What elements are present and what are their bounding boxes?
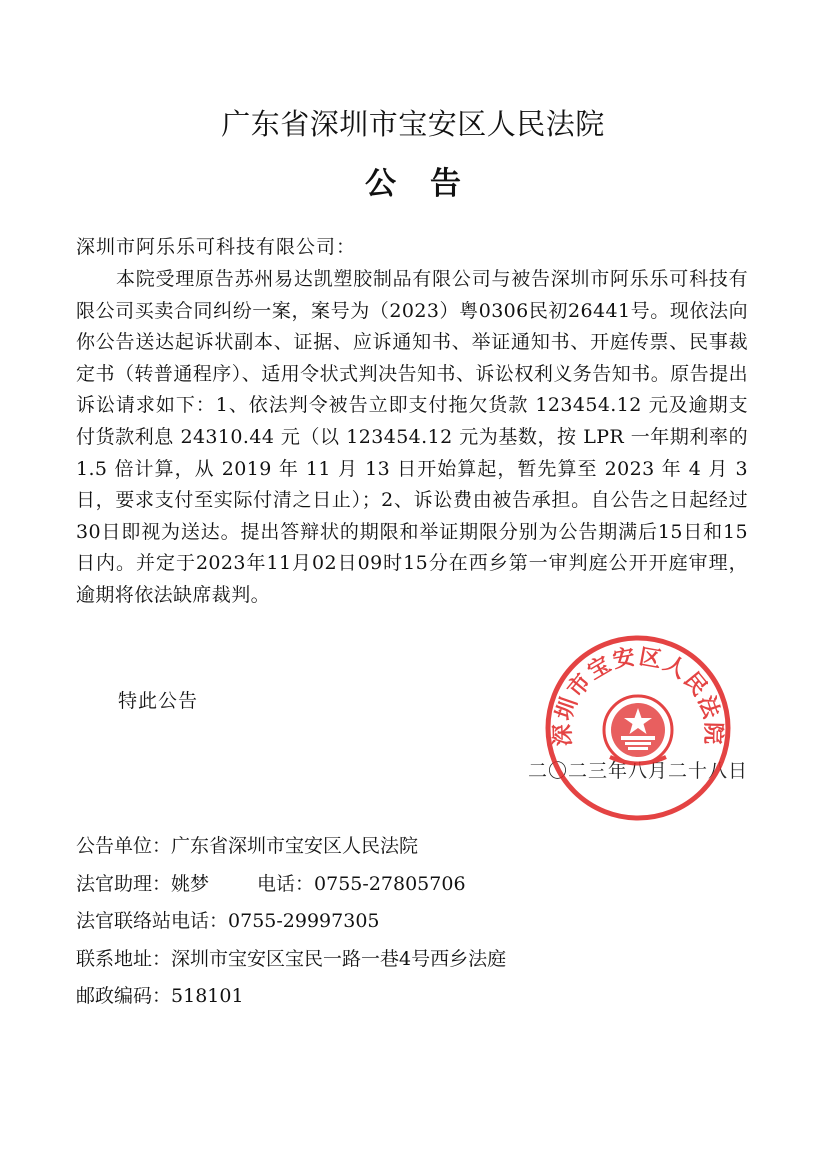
postcode-label: 邮政编码： — [76, 985, 172, 1007]
notice-date: 二〇二三年八月二十八日 — [527, 760, 748, 782]
announcing-unit — [76, 828, 506, 866]
contact-info — [76, 828, 506, 1016]
assistant-label: 法官助理： — [76, 872, 172, 895]
station-value: 0755-29997305 — [228, 910, 380, 932]
unit-value: 广东省深圳市宝安区人民法院 — [171, 835, 419, 857]
unit-label: 公告单位： — [76, 835, 172, 857]
court-name: 广东省深圳市宝安区人民法院 — [221, 107, 605, 141]
addressee: 深圳市阿乐乐可科技有限公司： — [76, 236, 357, 258]
liaison-station-phone — [76, 903, 506, 941]
postcode-value: 518101 — [171, 985, 244, 1007]
seal-text: 深圳市宝安区人民法院 — [550, 644, 726, 747]
assistant-value: 姚梦 — [171, 872, 210, 895]
postal-code — [76, 978, 506, 1016]
address-label: 联系地址： — [76, 947, 172, 970]
national-emblem-icon — [604, 696, 672, 764]
phone-value: 0755-27805706 — [314, 872, 466, 895]
phone-label: 电话： — [257, 872, 315, 895]
court-seal-icon — [542, 632, 734, 824]
judge-assistant — [76, 866, 506, 904]
contact-address — [76, 941, 506, 979]
document-title: 公告 — [365, 166, 495, 202]
station-label: 法官联络站电话： — [76, 910, 229, 932]
address-value: 深圳市宝安区宝民一路一巷4号西乡法庭 — [171, 947, 507, 970]
notice-body: 本院受理原告苏州易达凯塑胶制品有限公司与被告深圳市阿乐乐可科技有限公司买卖合同纠纷一案，案号为（2023）粤0306民初26441号。现依法向你公告送达起诉状副本、证据、应诉通知书、举证通知书、开庭传票、民事裁定书（转普通程序）、适用令状式判决告知书、诉讼权利义务告知书。原告提出诉讼请求如下：1、依法判令被告立即支付拖欠货款 123454.12 元及逾期支付货款利息 24310.44 元（以 123454.12 元为基数，按 LPR 一年期利率的 1.5 倍计算，从 2019 年 11 月 13 日开始算起，暂先算至 2023 年 4 月 3 日，要求支付至实际付清之日止）；2、诉讼费由被告承担。自公告之日起经过30日即视为送达。提出答辩状的期限和举证期限分别为公告期满后15日和15日内。并定于2023年11月02日09时15分在西乡第一审判庭公开开庭审理，逾期将依法缺席裁判。 — [76, 268, 748, 606]
closing-remark: 特此公告 — [118, 690, 199, 712]
